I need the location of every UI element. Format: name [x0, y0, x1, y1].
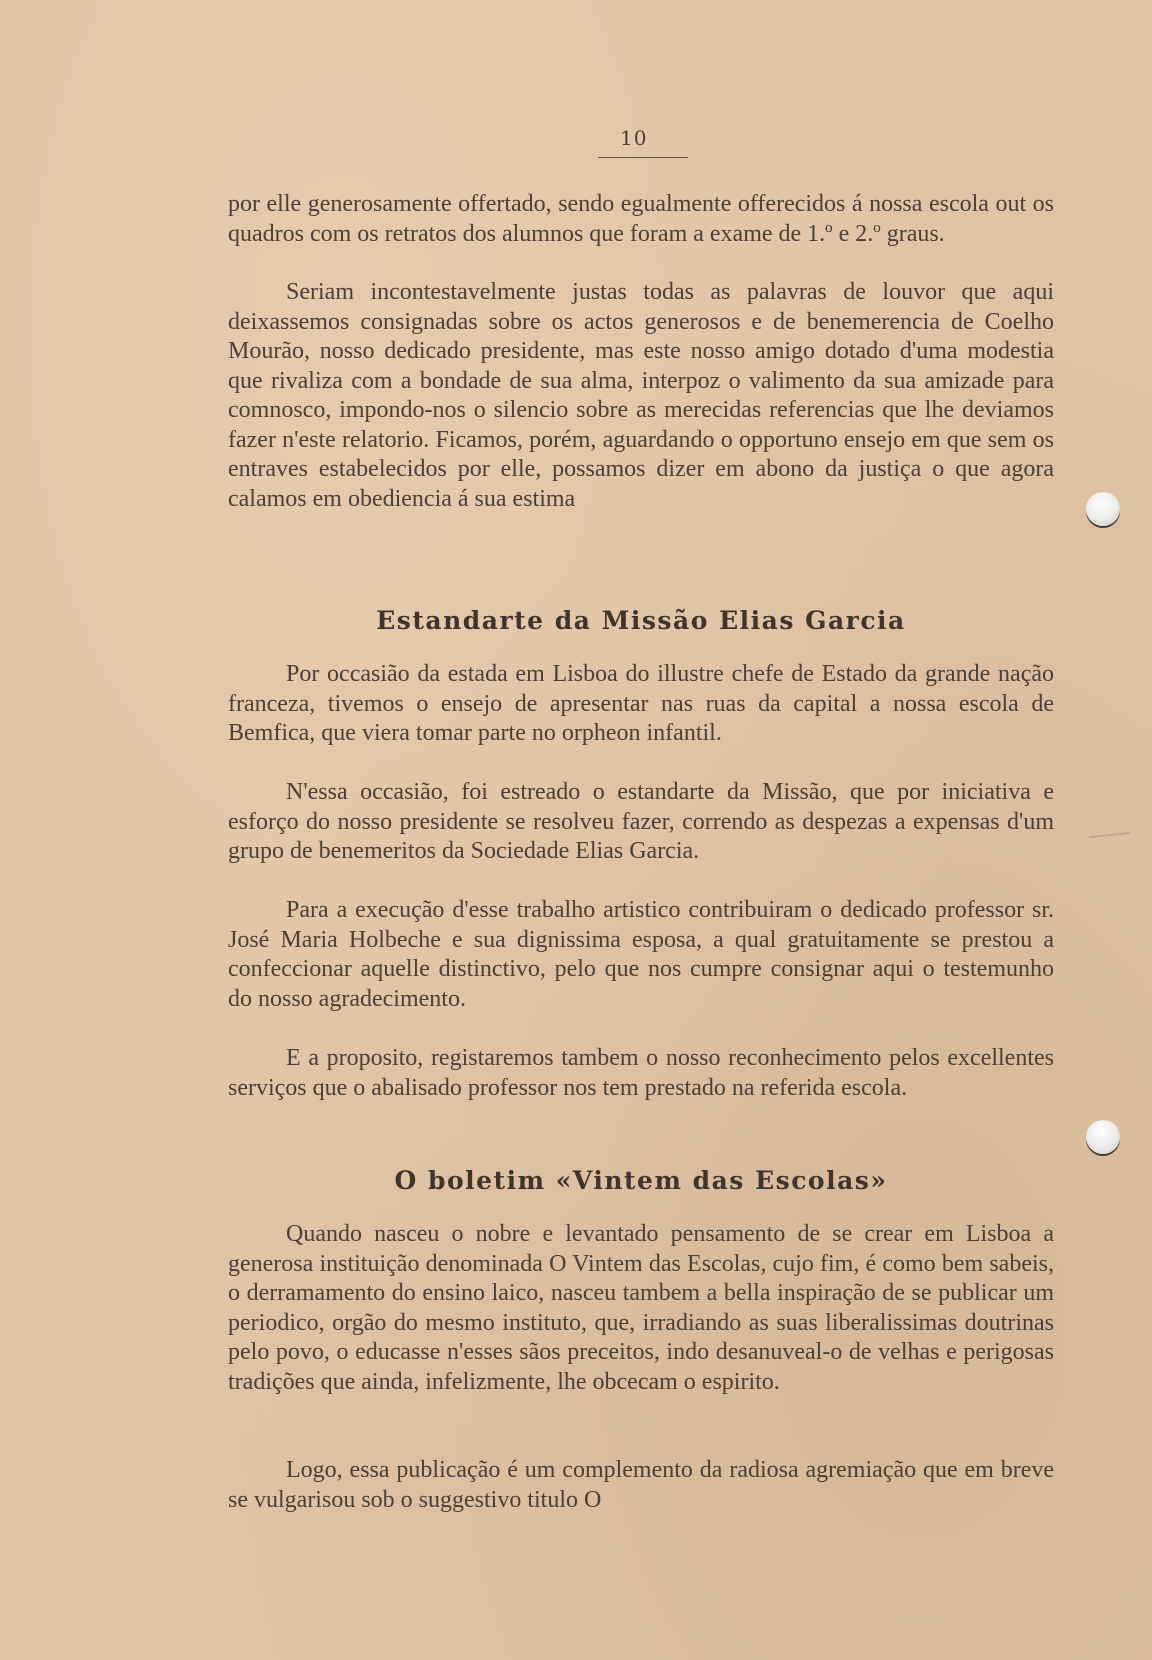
binding-hole-lower	[1086, 1120, 1120, 1154]
page-number-rule	[598, 157, 688, 158]
paragraph-3	[228, 660, 1054, 749]
paragraph-8-text: Logo, essa publicação é um complemento da radiosa agremiação que em breve se vulgarisou sob o suggestivo titulo O	[228, 1457, 1054, 1513]
heading-estandarte: Estandarte da Missão Elias Garcia	[376, 606, 906, 635]
paragraph-6	[228, 1044, 1054, 1103]
paragraph-5-text: Para a execução d'esse trabalho artistico contribuiram o dedicado professor sr. José Maria Holbeche e sua dignissima esposa, a qual gratuitamente se prestou a confeccionar aquelle distinctivo, pelo que nos cumpre consignar aqui o testemunho do nosso agradecimento.	[228, 897, 1054, 1012]
paragraph-2	[228, 278, 1054, 514]
paragraph-3-text: Por occasião da estada em Lisboa do illustre chefe de Estado da grande nação franceza, tivemos o ensejo de apresentar nas ruas da capital a nossa escola de Bemfica, que viera tomar parte no orpheon infantil.	[228, 661, 1054, 746]
paper-tear-mark	[1090, 832, 1130, 838]
paragraph-4	[228, 778, 1054, 867]
paragraph-8	[228, 1456, 1054, 1515]
page-number: 10	[620, 126, 648, 150]
paragraph-7-text: Quando nasceu o nobre e levantado pensamento de se crear em Lisboa a generosa instituição denominada O Vintem das Escolas, cujo fim, é como bem sabeis, o derramamento do ensino laico, nasceu tambem a bella inspiração de se publicar um periodico, orgão do mesmo instituto, que, irradiando as suas liberalissimas doutrinas pelo povo, o educasse n'esses sãos preceitos, indo desanuveal-o de velhas e perigosas tradições que ainda, infelizmente, lhe obcecam o espirito.	[228, 1221, 1054, 1395]
paragraph-2-text: Seriam incontestavelmente justas todas as palavras de louvor que aqui deixassemos consignadas sobre os actos generosos e de benemerencia de Coelho Mourão, nosso dedicado presidente, mas este nosso amigo dotado d'uma modestia que rivaliza com a bondade de sua alma, interpoz o valimento da sua amizade para comnosco, impondo-nos o silencio sobre as merecidas referencias que lhe deviamos fazer n'este relatorio. Ficamos, porém, aguardando o opportuno ensejo em que sem os entraves estabelecidos por elle, possamos dizer em abono da justiça o que agora calamos em obediencia á sua estima	[228, 279, 1054, 512]
paragraph-1-text: por elle generosamente offertado, sendo egualmente offerecidos á nossa escola out os quadros com os retratos dos alumnos que foram a exame de 1.º e 2.º graus.	[228, 191, 1054, 247]
paragraph-7	[228, 1220, 1054, 1397]
paragraph-6-text: E a proposito, registaremos tambem o nosso reconhecimento pelos excellentes serviços que o abalisado professor nos tem prestado na referida escola.	[228, 1045, 1054, 1101]
paragraph-1	[228, 190, 1054, 249]
paragraph-5	[228, 896, 1054, 1014]
binding-hole-upper	[1086, 492, 1120, 526]
heading-boletim: O boletim «Vintem das Escolas»	[394, 1166, 888, 1195]
paragraph-4-text: N'essa occasião, foi estreado o estandarte da Missão, que por iniciativa e esforço do nosso presidente se resolveu fazer, correndo as despezas a expensas d'um grupo de benemeritos da Sociedade Elias Garcia.	[228, 779, 1054, 864]
